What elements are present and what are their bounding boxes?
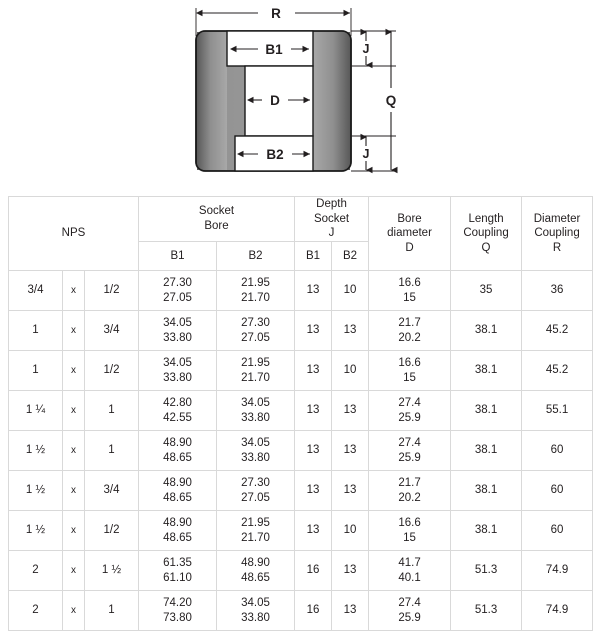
cell-nps-size-2: 1 [85,391,139,431]
cell-depth-socket-b2: 13 [332,471,369,511]
cell-nps-separator: x [63,391,85,431]
table-row [9,431,593,471]
value-b1-min: 33.80 [163,371,192,384]
value-b2-min: 33.80 [241,411,270,424]
value-b2-min: 21.70 [241,531,270,544]
value-b2-min: 48.65 [241,571,270,584]
cell-nps-separator: x [63,551,85,591]
cell-bore-diameter-d [369,271,451,311]
cell-nps-size-1: 2 [9,551,63,591]
value-b2-min: 33.80 [241,451,270,464]
cell-socket-bore-b2 [217,511,295,551]
cell-length-coupling-q: 38.1 [451,351,522,391]
table-body [9,271,593,631]
value-b1-max: 42.80 [163,396,192,409]
value-d-max: 27.4 [398,596,421,609]
cell-nps-separator: x [63,591,85,631]
cell-depth-socket-b2: 13 [332,551,369,591]
header-diameter-coupling-line3: R [552,241,562,254]
cell-nps-size-1: 1 ½ [9,511,63,551]
value-b2-max: 34.05 [241,436,270,449]
header-bore-diameter-line2: diameter [387,227,432,240]
value-b2-min: 21.70 [241,371,270,384]
cell-socket-bore-b1 [139,271,217,311]
callout-b1: B1 [265,42,283,57]
header-sub-bore-b2: B2 [217,242,295,271]
cell-nps-size-1: 1 ½ [9,431,63,471]
cell-socket-bore-b2 [217,471,295,511]
cell-length-coupling-q: 38.1 [451,431,522,471]
cell-length-coupling-q: 38.1 [451,311,522,351]
value-b2-min: 33.80 [241,611,270,624]
callout-j-bottom: J [362,147,370,161]
header-bore-diameter-line3: D [405,241,414,254]
cell-socket-bore-b2 [217,431,295,471]
header-sub-bore-b1: B1 [139,242,217,271]
value-d-max: 21.7 [398,476,421,489]
header-socket-bore [139,197,295,242]
cell-depth-socket-b1: 13 [295,511,332,551]
cell-diameter-coupling-r: 45.2 [522,351,593,391]
cell-bore-diameter-d [369,431,451,471]
cell-socket-bore-b2 [217,551,295,591]
table-row [9,511,593,551]
cell-bore-diameter-d [369,591,451,631]
table-row [9,351,593,391]
header-row-primary [9,197,593,242]
cell-depth-socket-b1: 13 [295,431,332,471]
dimension-table-container [8,196,592,631]
cell-diameter-coupling-r: 74.9 [522,551,593,591]
value-b2-min: 27.05 [241,491,270,504]
cell-depth-socket-b1: 13 [295,471,332,511]
value-b1-min: 48.65 [163,491,192,504]
callout-b2: B2 [266,147,284,162]
header-length-coupling-line2: Coupling [463,227,509,240]
header-depth-socket [295,197,369,242]
cell-diameter-coupling-r: 60 [522,511,593,551]
table-row [9,591,593,631]
cell-depth-socket-b2: 13 [332,591,369,631]
value-d-min: 40.1 [398,571,421,584]
cell-nps-size-2: 1/2 [85,271,139,311]
header-socket-bore-line2: Bore [204,220,229,233]
cell-depth-socket-b1: 13 [295,271,332,311]
value-d-min: 25.9 [398,611,421,624]
value-b1-max: 48.90 [163,516,192,529]
value-b2-max: 21.95 [241,516,270,529]
cell-depth-socket-b2: 10 [332,511,369,551]
cell-depth-socket-b2: 13 [332,391,369,431]
header-length-coupling-line1: Length [468,212,504,225]
cell-depth-socket-b1: 16 [295,591,332,631]
value-d-min: 20.2 [398,491,421,504]
cell-nps-separator: x [63,271,85,311]
cell-nps-size-1: 3/4 [9,271,63,311]
cell-socket-bore-b2 [217,271,295,311]
value-b1-max: 48.90 [163,436,192,449]
cell-bore-diameter-d [369,311,451,351]
table-row [9,271,593,311]
cell-socket-bore-b1 [139,351,217,391]
value-b2-max: 27.30 [241,476,270,489]
cell-nps-size-1: 2 [9,591,63,631]
callout-q: Q [385,93,397,108]
cell-diameter-coupling-r: 36 [522,271,593,311]
cell-nps-size-2: 1 ½ [85,551,139,591]
value-b2-max: 21.95 [241,356,270,369]
cell-depth-socket-b2: 10 [332,351,369,391]
cell-length-coupling-q: 38.1 [451,391,522,431]
value-d-min: 15 [403,291,416,304]
cell-diameter-coupling-r: 74.9 [522,591,593,631]
value-b2-max: 48.90 [241,556,270,569]
cell-nps-size-1: 1 ½ [9,471,63,511]
cell-length-coupling-q: 51.3 [451,551,522,591]
header-depth-socket-line3: J [328,227,335,240]
cell-depth-socket-b1: 13 [295,391,332,431]
cell-nps-size-2: 1/2 [85,511,139,551]
value-d-max: 21.7 [398,316,421,329]
header-socket-bore-line1: Socket [198,205,235,218]
cell-bore-diameter-d [369,471,451,511]
table-row [9,311,593,351]
value-b1-min: 42.55 [163,411,192,424]
cell-nps-separator: x [63,511,85,551]
cell-socket-bore-b2 [217,391,295,431]
value-d-max: 16.6 [398,356,421,369]
value-b2-max: 21.95 [241,276,270,289]
header-length-coupling-line3: Q [481,241,491,254]
value-b2-min: 21.70 [241,291,270,304]
value-b1-min: 61.10 [163,571,192,584]
cell-socket-bore-b1 [139,551,217,591]
cell-depth-socket-b2: 13 [332,311,369,351]
cell-length-coupling-q: 35 [451,271,522,311]
value-b1-min: 27.05 [163,291,192,304]
cell-socket-bore-b2 [217,311,295,351]
cell-bore-diameter-d [369,351,451,391]
header-sub-depth-b1: B1 [295,242,332,271]
value-d-max: 41.7 [398,556,421,569]
cell-diameter-coupling-r: 60 [522,431,593,471]
cell-bore-diameter-d [369,511,451,551]
value-d-max: 16.6 [398,516,421,529]
cell-socket-bore-b1 [139,471,217,511]
value-b1-max: 61.35 [163,556,192,569]
table-head [9,197,593,271]
cell-socket-bore-b1 [139,311,217,351]
dimension-table [8,196,593,631]
header-depth-socket-line1: Depth [316,198,347,210]
value-b1-max: 48.90 [163,476,192,489]
cell-depth-socket-b1: 13 [295,351,332,391]
callout-r: R [271,6,281,21]
header-diameter-coupling-line2: Coupling [534,227,580,240]
cell-length-coupling-q: 51.3 [451,591,522,631]
value-b1-max: 34.05 [163,316,192,329]
value-b2-min: 27.05 [241,331,270,344]
header-bore-diameter [369,197,451,271]
table-row [9,391,593,431]
cell-length-coupling-q: 38.1 [451,471,522,511]
cell-nps-separator: x [63,311,85,351]
cell-diameter-coupling-r: 45.2 [522,311,593,351]
cell-nps-size-2: 3/4 [85,471,139,511]
value-d-max: 27.4 [398,436,421,449]
cell-depth-socket-b2: 13 [332,431,369,471]
value-b1-max: 74.20 [163,596,192,609]
cell-depth-socket-b2: 10 [332,271,369,311]
header-diameter-coupling-line1: Diameter [533,212,581,225]
cell-socket-bore-b1 [139,511,217,551]
value-b1-max: 34.05 [163,356,192,369]
cell-bore-diameter-d [369,391,451,431]
header-bore-diameter-line1: Bore [397,212,422,225]
callout-d: D [270,93,280,108]
cell-nps-size-1: 1 [9,311,63,351]
cell-diameter-coupling-r: 60 [522,471,593,511]
cell-nps-size-1: 1 ¼ [9,391,63,431]
coupling-technical-drawing [0,0,600,196]
value-d-min: 25.9 [398,451,421,464]
cell-depth-socket-b1: 16 [295,551,332,591]
cell-nps-size-1: 1 [9,351,63,391]
header-length-coupling [451,197,522,271]
value-b1-min: 33.80 [163,331,192,344]
value-d-max: 27.4 [398,396,421,409]
cell-socket-bore-b1 [139,431,217,471]
cell-length-coupling-q: 38.1 [451,511,522,551]
value-b1-min: 48.65 [163,531,192,544]
table-row [9,551,593,591]
cell-socket-bore-b1 [139,391,217,431]
cell-socket-bore-b2 [217,351,295,391]
header-diameter-coupling [522,197,593,271]
cell-nps-separator: x [63,431,85,471]
value-b1-min: 48.65 [163,451,192,464]
value-d-max: 16.6 [398,276,421,289]
callout-j-top: J [362,42,370,56]
value-b2-max: 34.05 [241,596,270,609]
cell-nps-size-2: 1 [85,431,139,471]
cell-nps-size-2: 1/2 [85,351,139,391]
cell-bore-diameter-d [369,551,451,591]
header-sub-depth-b2: B2 [332,242,369,271]
cell-nps-separator: x [63,351,85,391]
header-nps: NPS [9,197,139,271]
value-b2-max: 34.05 [241,396,270,409]
value-d-min: 25.9 [398,411,421,424]
cell-nps-size-2: 3/4 [85,311,139,351]
value-d-min: 15 [403,531,416,544]
header-depth-socket-line2: Socket [313,212,350,225]
cell-socket-bore-b2 [217,591,295,631]
cell-diameter-coupling-r: 55.1 [522,391,593,431]
value-b1-max: 27.30 [163,276,192,289]
cell-nps-separator: x [63,471,85,511]
value-b1-min: 73.80 [163,611,192,624]
value-d-min: 20.2 [398,331,421,344]
table-row [9,471,593,511]
cell-depth-socket-b1: 13 [295,311,332,351]
value-d-min: 15 [403,371,416,384]
value-b2-max: 27.30 [241,316,270,329]
cell-socket-bore-b1 [139,591,217,631]
cell-nps-size-2: 1 [85,591,139,631]
